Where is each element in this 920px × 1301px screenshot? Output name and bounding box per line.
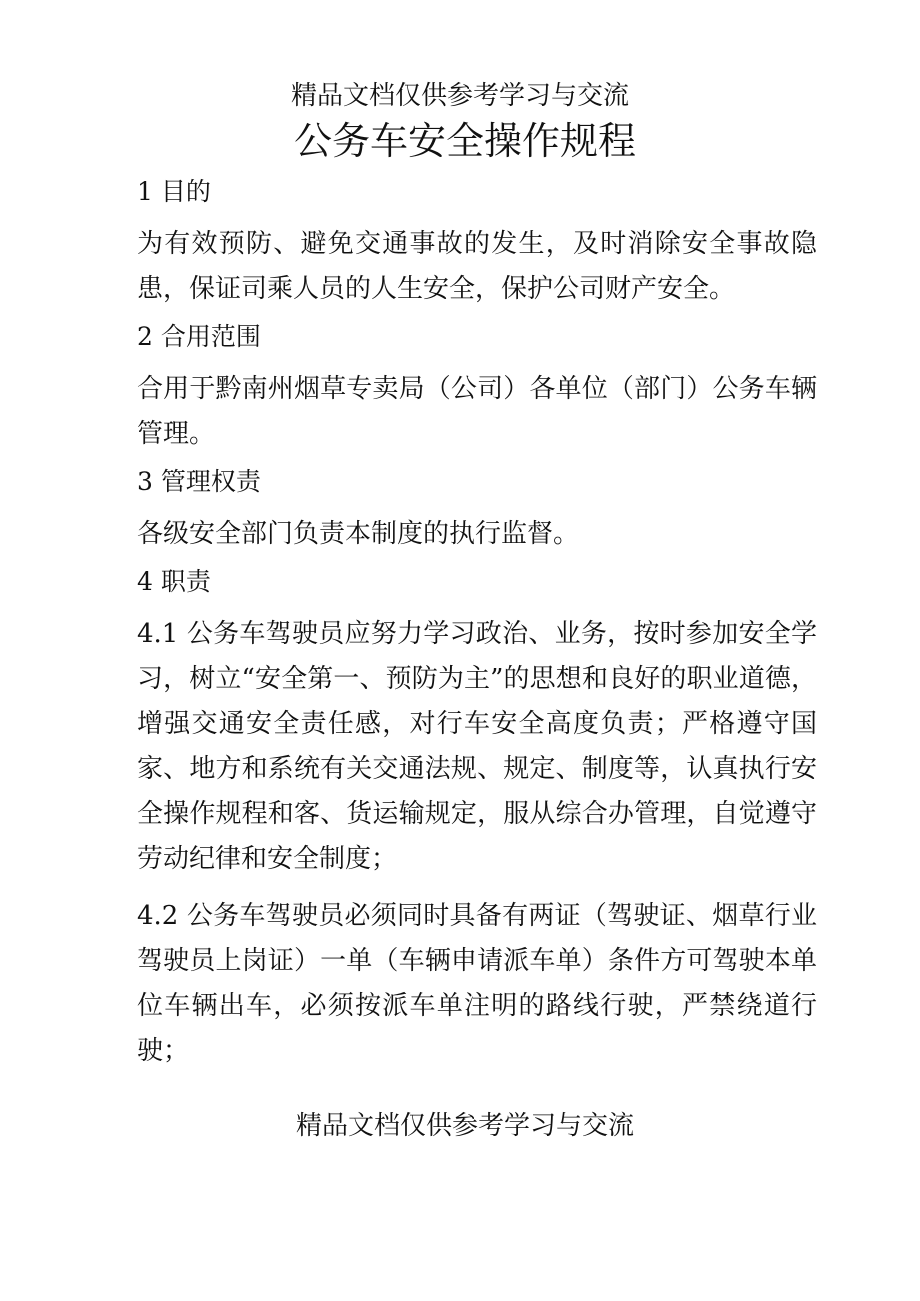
section-paragraph-authority: 各级安全部门负责本制度的执行监督。: [137, 519, 580, 549]
section-heading-authority: 3 管理权责: [137, 467, 261, 496]
section-heading-duties: 4 职责: [137, 567, 211, 596]
section-paragraph-purpose: 为有效预防、避免交通事故的发生，及时消除安全事故隐患，保证司乘人员的人生安全，保护公司财产安全。: [137, 229, 817, 304]
duty-item-4-2: 4.2 公务车驾驶员必须同时具备有两证（驾驶证、烟草行业驾驶员上岗证）一单（车辆申请派车单）条件方可驾驶本单位车辆出车，必须按派车单注明的路线行驶，严禁绕道行驶；: [137, 901, 817, 1066]
duty-item-4-1: 4.1 公务车驾驶员应努力学习政治、业务，按时参加安全学习，树立“安全第一、预防为主”的思想和良好的职业道德，增强交通安全责任感，对行车安全高度负责；严格遵守国家、地方和系统有关交通法规、规定、制度等，认真执行安全操作规程和客、货运输规定，服从综合办管理，自觉遵守劳动纪律和安全制度；: [137, 619, 817, 874]
footer-note: 精品文档仅供参考学习与交流: [295, 1111, 634, 1141]
header-note: 精品文档仅供参考学习与交流: [290, 81, 629, 111]
section-paragraph-scope: 合用于黔南州烟草专卖局（公司）各单位（部门）公务车辆管理。: [137, 374, 817, 449]
section-heading-purpose: 1 目的: [137, 177, 211, 206]
document-body: [137, 172, 817, 1074]
section-heading-scope: 2 合用范围: [137, 322, 261, 351]
document-title: 公务车安全操作规程: [293, 119, 636, 163]
